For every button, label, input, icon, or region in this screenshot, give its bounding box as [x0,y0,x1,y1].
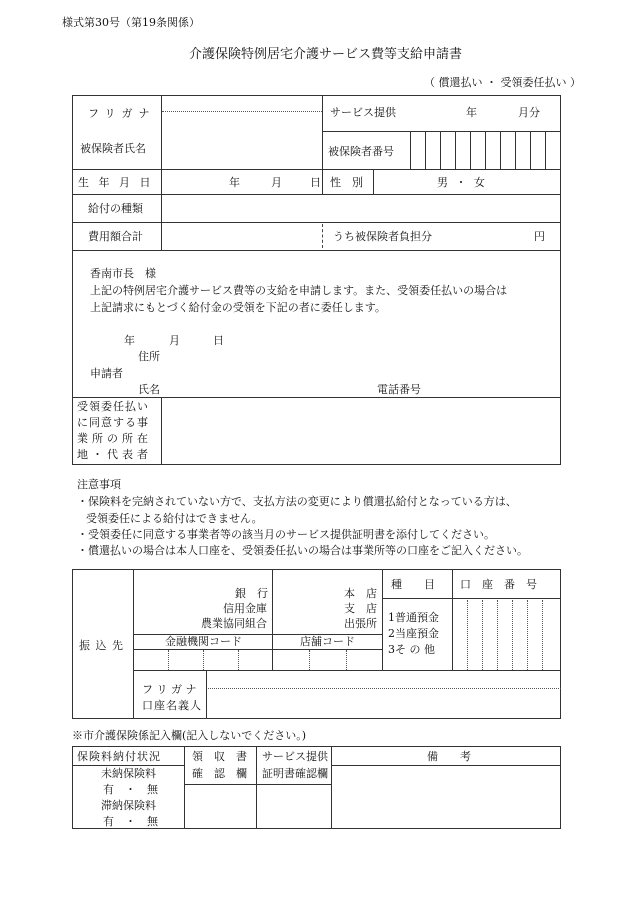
note-3: ・償還払いの場合は本人口座を、受領委任払いの場合は事業所等の口座をご記入ください。 [77,544,528,557]
service-provided-label: サービス提供 [330,106,396,119]
account-number-label: 口 座 番 号 [460,578,537,591]
delinquent-premium-label: 滞納保険料 [101,799,156,812]
remarks-label: 備 考 [427,750,471,763]
credit-union-option: 信用金庫 [223,602,267,615]
sex-options[interactable]: 男 ・ 女 [437,176,487,189]
applicant-label: 申請者 [90,367,123,380]
date-day-label: 日 [213,334,224,347]
bank-code-label: 金融機関コード [165,635,242,648]
office-use-heading: ※市介護保険係記入欄(記入しないでください。) [72,729,307,742]
holder-furigana-label: フ リ ガ ナ [142,683,197,696]
account-number-field[interactable] [453,600,559,668]
sex-label: 性 別 [330,176,363,189]
unpaid-yes-no: 有 ・ 無 [103,783,158,796]
account-holder-field[interactable] [208,672,559,717]
note-1b: 受領委任による給付はできません。 [86,512,263,525]
phone-label: 電話番号 [377,383,421,396]
head-office-option: 本 店 [344,587,377,600]
note-1a: ・保険料を完納されていない方で、支払方法の変更により償還払給付となっている方は、 [77,495,517,508]
insured-number-field[interactable] [411,132,559,168]
consent-label-4: 地・代表者 [77,448,152,461]
form-number: 様式第30号（第19条関係） [62,16,200,29]
consent-label-2: に同意する事 [77,416,149,429]
notes-heading: 注意事項 [77,478,121,491]
delinquent-yes-no: 有 ・ 無 [103,815,158,828]
unpaid-premium-label: 未納保険料 [101,767,156,780]
birth-year-label: 年 [229,176,240,189]
benefit-type-label: 給付の種類 [88,202,143,215]
benefit-type-field[interactable] [163,196,559,220]
service-year-label: 年 [466,106,477,119]
account-type-option-1[interactable]: 1普通預金 [388,611,439,624]
consent-label-3: 業所の所在 [77,432,152,445]
bank-option: 銀 行 [235,587,268,600]
declaration-line-2: 上記請求にもとづく給付金の受領を下記の者に委任します。 [90,301,386,314]
account-holder-label: 口座名義人 [142,699,202,712]
service-month-label: 月分 [518,106,540,119]
account-type-option-2[interactable]: 2当座預金 [388,627,439,640]
payment-type-selector[interactable]: （ 償還払い ・ 受領委任払い ） [424,76,581,89]
insured-name-field[interactable] [163,113,320,167]
account-type-option-3[interactable]: 3そ の 他 [388,643,435,656]
receipt-check-label-2: 確 認 欄 [192,767,247,780]
declaration-line-1: 上記の特例居宅介護サービス費等の支給を申請します。また、受領委任払いの場合は [90,284,508,297]
service-cert-label-2: 証明書確認欄 [262,767,328,780]
birthdate-label: 生 年 月 日 [78,176,154,189]
bank-code-field[interactable] [135,651,271,669]
date-month-label: 月 [169,334,180,347]
account-type-label: 種 目 [391,578,435,591]
branch-code-field[interactable] [274,651,381,669]
total-cost-field[interactable] [163,224,320,248]
branch-option: 支 店 [344,602,377,615]
page-title: 介護保険特例居宅介護サービス費等支給申請書 [189,47,463,62]
date-year-label: 年 [124,334,135,347]
name-label: 氏名 [138,383,160,396]
consenting-office-field[interactable] [163,399,559,463]
address-label: 住所 [138,350,160,363]
birth-day-label: 日 [310,176,321,189]
bank-name-field[interactable] [135,571,270,632]
receipt-check-label-1: 領 収 書 [192,750,247,763]
furigana-label: フリガナ [88,107,156,120]
yen-unit: 円 [534,230,545,243]
premium-status-label: 保険料納付状況 [77,750,161,763]
birth-month-label: 月 [271,176,282,189]
addressee: 香南市長 様 [90,267,156,280]
service-cert-label-1: サービス提供 [262,750,328,763]
total-cost-label: 費用額合計 [88,230,143,243]
note-2: ・受領委任に同意する事業者等の該当月のサービス提供証明書を添付してください。 [77,528,495,541]
insured-name-label: 被保険者氏名 [80,142,146,155]
branch-code-label: 店舗コード [300,635,355,648]
sub-branch-option: 出張所 [344,617,377,630]
consent-label-1: 受領委任払い [77,400,149,413]
insured-share-label: うち被保険者負担分 [333,230,432,243]
insured-number-label: 被保険者番号 [328,145,394,158]
agri-coop-option: 農業協同組合 [201,617,267,630]
transfer-to-label: 振 込 先 [79,639,124,652]
branch-name-field[interactable] [274,571,380,632]
furigana-field[interactable] [163,97,320,109]
